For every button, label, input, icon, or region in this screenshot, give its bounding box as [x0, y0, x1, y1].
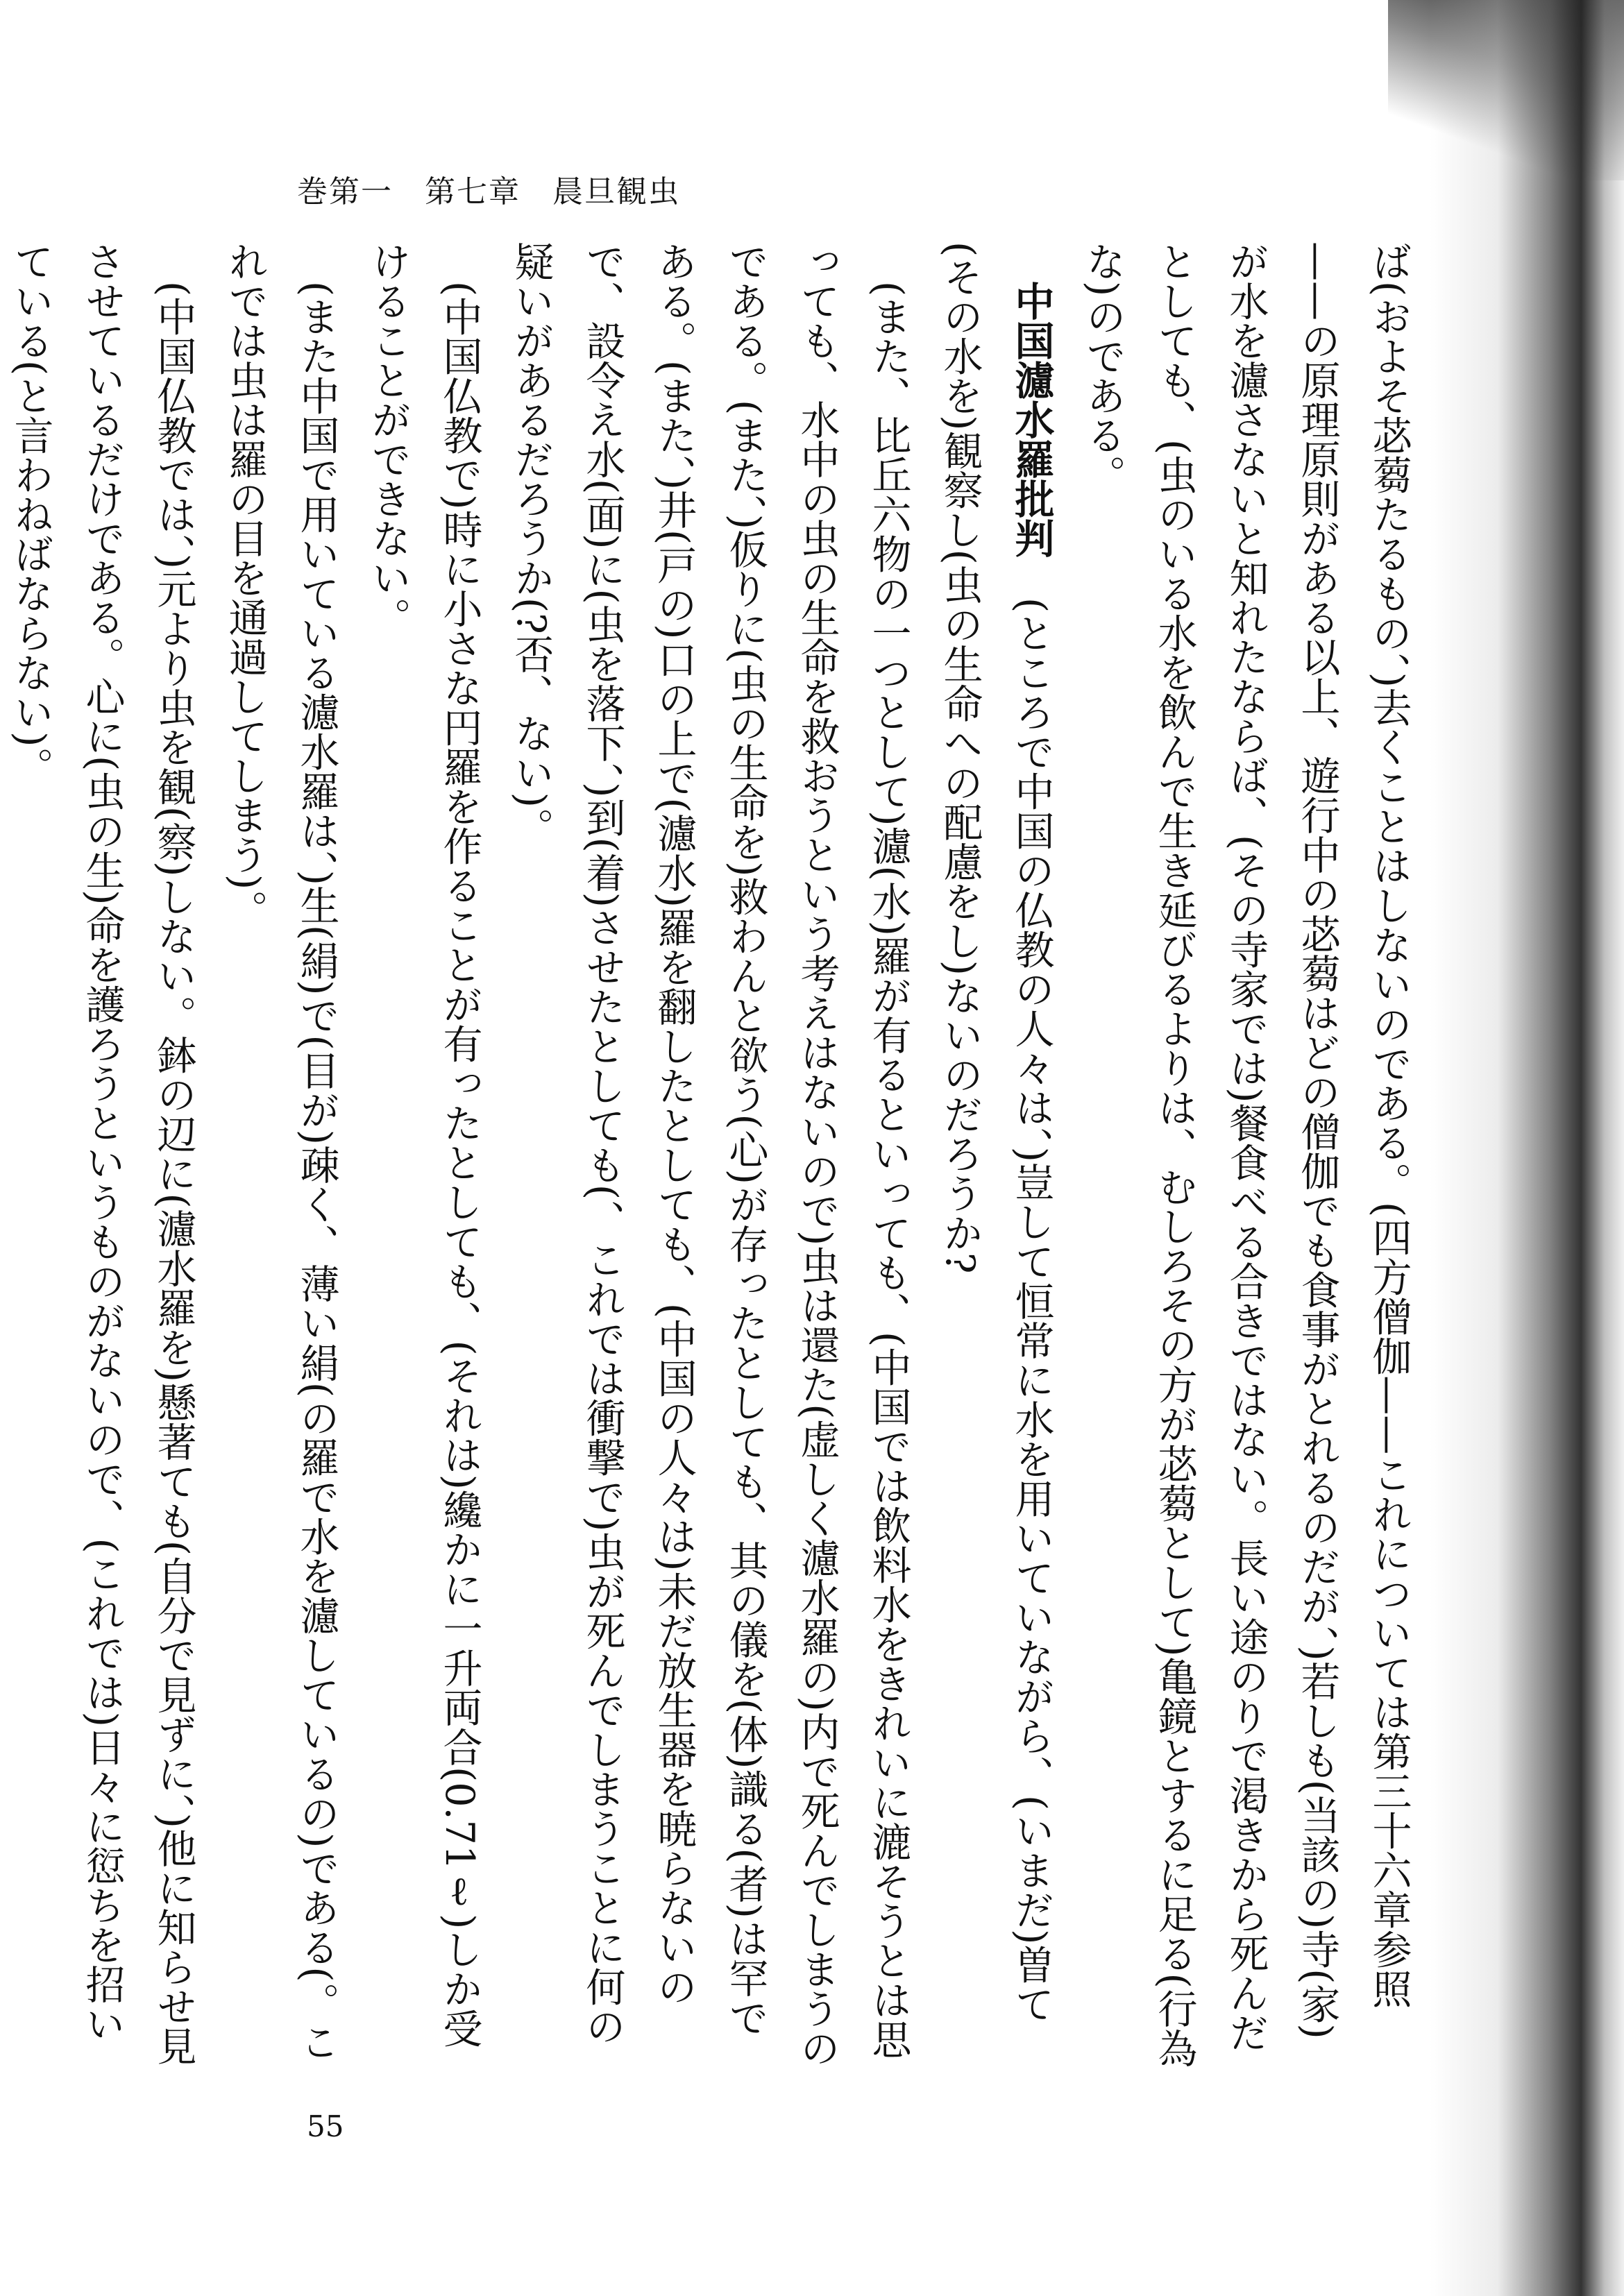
paragraph-1: ば(およそ苾蒭たるもの、)去くことはしないのである。(四方僧伽——これについては第三十六章参照——の原理原則がある以上、遊行中の苾蒭はどの僧伽でも食事がとれるのだが、)若しも(当該の)寺(家)が水を濾さないと知れたならば、(その寺家では)餐食べる合きではない。長い途のりで渇きから死んだとしても、(虫のいる水を飲んで生き延びるよりは、むしろその方が苾蒭として)亀鏡とするに足る(行為な)のである。 — [1080, 241, 1412, 2068]
paragraph-6: (中国仏教では、)元より虫を観(察)しない。鉢の辺に(濾水羅を)懸著ても(自分で見ずに、)他に知らせ見させているだけである。心に(虫の生)命を護ろうというものがないので、(これでは)日々に愆ちを招いている(と言わねばならない)。 — [8, 241, 196, 2066]
binding-shadow — [1430, 0, 1624, 2296]
paragraph-5: (また中国で用いている濾水羅は、)生(絹)で(目が)疎く、薄い絹(の羅で水を濾しているの)である(。これでは虫は羅の目を通過してしまう)。 — [222, 241, 339, 2061]
running-head: 巻第一 第七章 晨旦観虫 — [297, 174, 680, 210]
paragraph-4: (中国仏教で)時に小さな円羅を作ることが有ったとしても、(それは)纔かに一升両合(0.71ℓ)しか受けることができない。 — [365, 241, 482, 2048]
page-number: 55 — [307, 2109, 344, 2143]
paragraph-3: (また、比丘六物の一つとして)濾(水)羅が有るといっても、(中国では飲料水をきれいに漉そうとは思っても、水中の虫の生命を救おうという考えはないので)虫は還た(虚しく濾水羅の)内で死んでしまうのである。(また、)仮りに(虫の生命を)救わんと欲う(心)が存ったとしても、其の儀を(体)識る(者)は罕である。(また、)井(戸の)口の上で(濾水)羅を翻したとしても、(中国の人々は)未だ放生器を暁らないので、設令え水(面)に(虫を落下、)到(着)させたとしても(、これでは衝撃で)虫が死んでしまうことに何の疑いがあるだろうか(?否、ない)。 — [508, 241, 911, 2068]
section-heading: 中国濾水羅批判 — [1008, 281, 1054, 558]
body-text — [8, 241, 1424, 2073]
paragraph-2 — [924, 241, 1067, 2073]
paragraph-2-text: (ところで中国の仏教の人々は、)豈して恒常に水を用いていながら、(いまだ)曽て(その水を)観察し(虫の生命への配慮をし)ないのだろうか? — [937, 241, 1054, 2024]
